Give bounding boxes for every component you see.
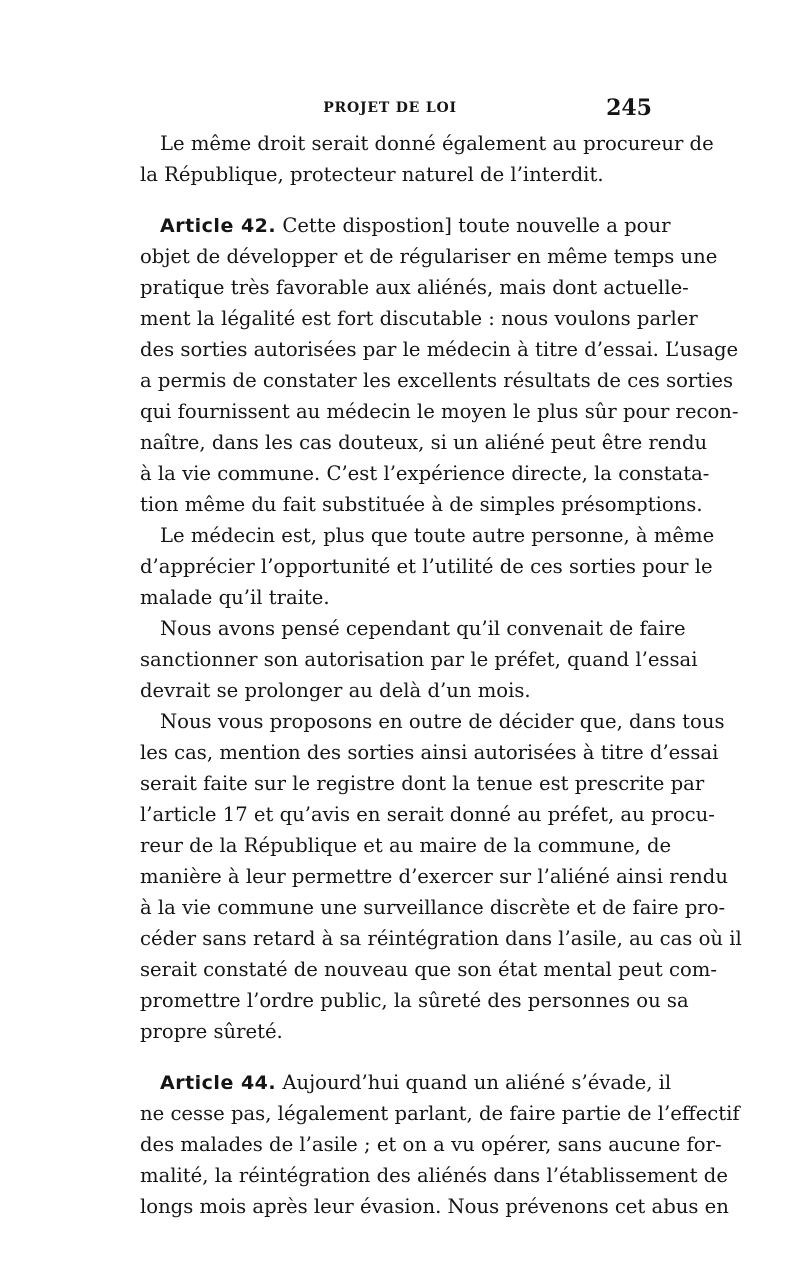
line-text: la République, protecteur naturel de l’interdit.	[140, 163, 604, 186]
line-text: objet de développer et de régulariser en même temps une	[140, 245, 718, 268]
line-text: tion même du fait substituée à de simples présomptions.	[140, 493, 703, 516]
line-text: qui fournissent au médecin le moyen le plus sûr pour recon-	[140, 400, 739, 423]
text-line	[140, 159, 670, 190]
text-line	[140, 520, 715, 551]
line-text: l’article 17 et qu’avis en serait donné au préfet, au procu-	[140, 803, 715, 826]
line-text: Cette dispostion] toute nouvelle a pour	[276, 214, 671, 237]
line-text: Nous vous proposons en outre de décider que, dans tous	[160, 710, 725, 733]
text-line	[140, 365, 734, 396]
line-text: manière à leur permettre d’exercer sur l’aliéné ainsi rendu	[140, 865, 728, 888]
text-line	[140, 1191, 729, 1222]
line-text: ment la légalité est fort discutable : nous voulons parler	[140, 307, 698, 330]
text-line	[140, 985, 689, 1016]
text-line	[140, 241, 718, 272]
line-text: sanctionner son autorisation par le préfet, quand l’essai	[140, 648, 698, 671]
article-heading: Article 42.	[160, 215, 277, 237]
line-text: malité, la réintégration des aliénés dans l’établissement de	[140, 1164, 728, 1187]
line-text: d’apprécier l’opportunité et l’utilité de ces sorties pour le	[140, 555, 713, 578]
text-line	[140, 613, 686, 644]
line-text: pratique très favorable aux aliénés, mais dont actuelle-	[140, 276, 689, 299]
body-text	[140, 128, 742, 1222]
line-text: céder sans retard à sa réintégration dans l’asile, au cas où il	[140, 927, 742, 950]
text-line	[140, 1160, 728, 1191]
running-head	[128, 95, 652, 125]
text-line	[140, 1016, 670, 1047]
text-line	[140, 551, 713, 582]
text-line	[140, 1129, 722, 1160]
text-line	[140, 1098, 740, 1129]
line-text: malade qu’il traite.	[140, 586, 330, 609]
text-line	[140, 830, 670, 861]
text-line	[140, 644, 698, 675]
line-text: ne cesse pas, légalement parlant, de faire partie de l’effectif	[140, 1102, 740, 1125]
text-line	[140, 210, 670, 241]
line-text: des sorties autorisées par le médecin à titre d’essai. L’usage	[140, 338, 739, 361]
paragraph-gap	[140, 190, 670, 210]
text-line	[140, 737, 719, 768]
line-text: à la vie commune une surveillance discrète et de faire pro-	[140, 896, 726, 919]
text-line	[140, 675, 670, 706]
text-line	[140, 892, 726, 923]
line-text: serait faite sur le registre dont la tenue est prescrite par	[140, 772, 705, 795]
text-line	[140, 954, 717, 985]
text-line	[140, 799, 715, 830]
line-text: Le même droit serait donné également au procureur de	[160, 132, 714, 155]
line-text: devrait se prolonger au delà d’un mois.	[140, 679, 531, 702]
text-line	[140, 272, 689, 303]
running-title: PROJET DE LOI	[323, 100, 457, 116]
text-line	[140, 706, 725, 737]
text-line	[140, 489, 703, 520]
text-line	[140, 458, 710, 489]
line-text: les cas, mention des sorties ainsi autorisées à titre d’essai	[140, 741, 719, 764]
line-text: serait constaté de nouveau que son état mental peut com-	[140, 958, 717, 981]
line-text: Le médecin est, plus que toute autre personne, à même	[160, 524, 715, 547]
line-text: longs mois après leur évasion. Nous prévenons cet abus en	[140, 1195, 729, 1218]
text-line	[140, 303, 698, 334]
line-text: Nous avons pensé cependant qu’il convenait de faire	[160, 617, 686, 640]
line-text: a permis de constater les excellents résultats de ces sorties	[140, 369, 734, 392]
text-line	[140, 334, 739, 365]
text-line	[140, 768, 705, 799]
line-text: naître, dans les cas douteux, si un aliéné peut être rendu	[140, 431, 708, 454]
text-line	[140, 582, 670, 613]
page-number: 245	[606, 95, 652, 121]
text-line	[140, 396, 739, 427]
text-line	[140, 861, 728, 892]
article-heading: Article 44.	[160, 1072, 277, 1094]
line-text: reur de la République et au maire de la commune, de	[140, 834, 672, 857]
paragraph-gap	[140, 1047, 670, 1067]
line-text: Aujourd’hui quand un aliéné s’évade, il	[276, 1071, 672, 1094]
line-text: des malades de l’asile ; et on a vu opérer, sans aucune for-	[140, 1133, 722, 1156]
line-text: promettre l’ordre public, la sûreté des personnes ou sa	[140, 989, 689, 1012]
line-text: propre sûreté.	[140, 1020, 283, 1043]
line-text: à la vie commune. C’est l’expérience directe, la constata-	[140, 462, 710, 485]
text-line	[140, 923, 742, 954]
text-line	[140, 427, 708, 458]
text-line	[140, 1067, 670, 1098]
text-line	[140, 128, 714, 159]
